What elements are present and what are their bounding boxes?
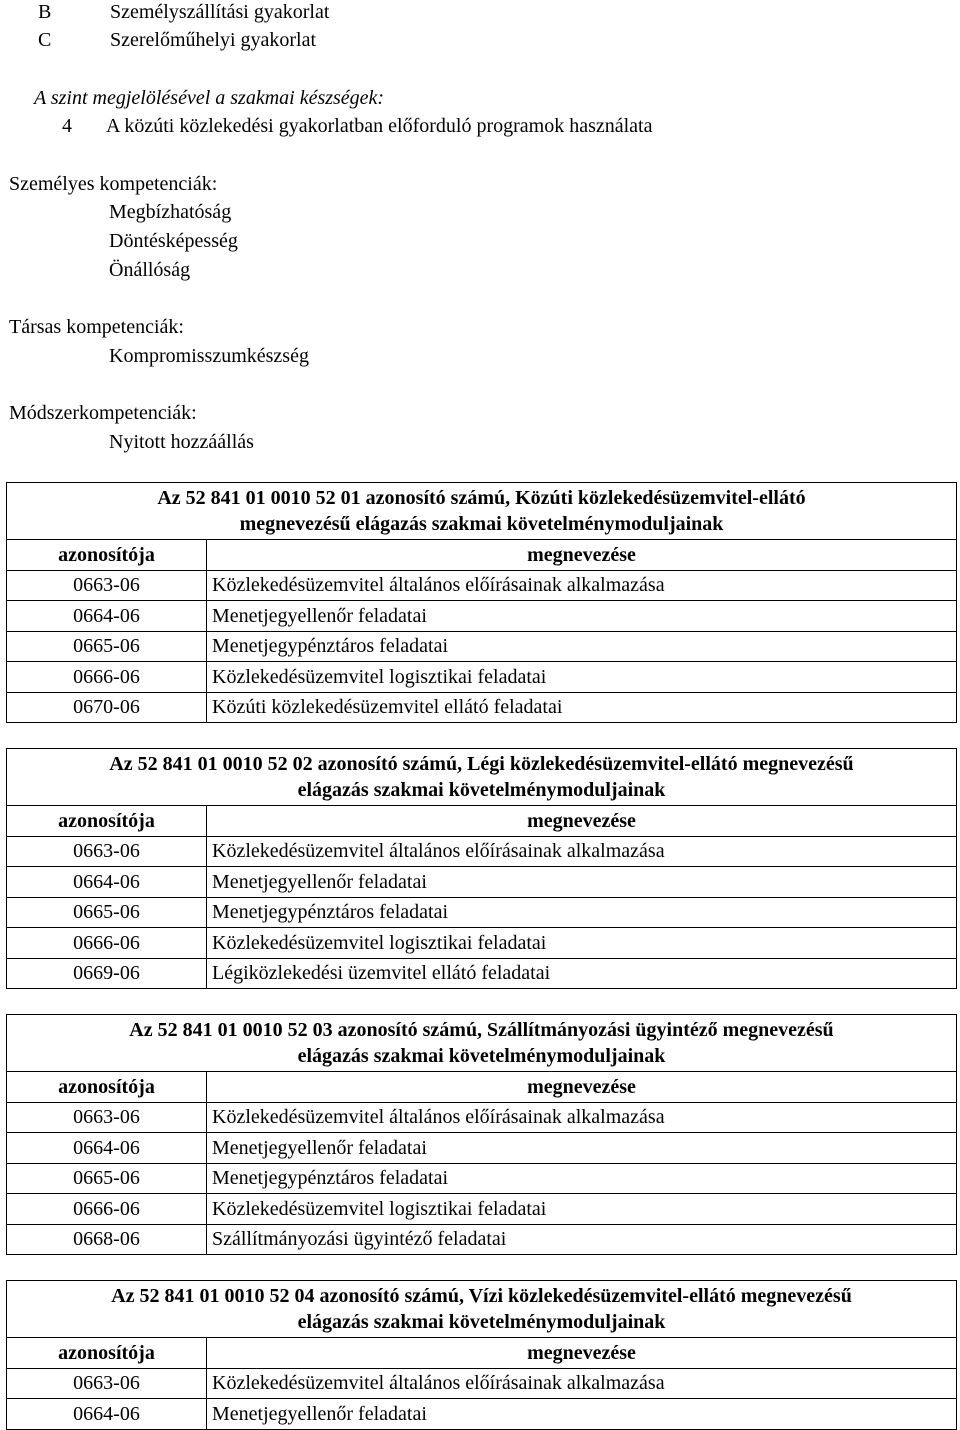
module-code: 0663-06 <box>7 570 207 601</box>
module-code: 0665-06 <box>7 631 207 662</box>
list-letter: B <box>38 1 52 23</box>
table-row <box>7 1194 957 1225</box>
column-header-id: azonosítója <box>7 1072 207 1103</box>
module-name: Menetjegypénztáros feladatai <box>207 631 957 662</box>
table-row <box>7 1224 957 1255</box>
table-row <box>7 662 957 693</box>
table-row <box>7 1368 957 1399</box>
module-code: 0664-06 <box>7 867 207 898</box>
module-code: 0665-06 <box>7 1163 207 1194</box>
table-title-line2: elágazás szakmai követelménymoduljainak <box>297 1311 666 1333</box>
table-row <box>7 601 957 632</box>
personal-heading: Személyes kompetenciák: <box>9 173 218 195</box>
module-name: Közlekedésüzemvitel általános előírásainak alkalmazása <box>207 570 957 601</box>
module-table-2 <box>6 748 957 989</box>
module-code: 0664-06 <box>7 1399 207 1430</box>
table-row <box>7 928 957 959</box>
module-code: 0664-06 <box>7 1133 207 1164</box>
table-row <box>7 692 957 723</box>
table-title <box>7 749 957 806</box>
module-name: Menetjegypénztáros feladatai <box>207 1163 957 1194</box>
table-row <box>7 570 957 601</box>
module-code: 0666-06 <box>7 662 207 693</box>
column-header-id: azonosítója <box>7 806 207 837</box>
module-name: Szállítmányozási ügyintéző feladatai <box>207 1224 957 1255</box>
table-title-line1: Az 52 841 01 0010 52 01 azonosító számú, Közúti közlekedésüzemvitel-ellátó <box>157 487 806 509</box>
table-title <box>7 1281 957 1338</box>
table-row <box>7 836 957 867</box>
list-item-b <box>38 0 329 24</box>
table-row <box>7 1163 957 1194</box>
module-code: 0663-06 <box>7 836 207 867</box>
table-row <box>7 631 957 662</box>
module-name: Menetjegyellenőr feladatai <box>207 1399 957 1430</box>
method-item: Nyitott hozzáállás <box>109 431 254 453</box>
table-row <box>7 897 957 928</box>
module-name: Közlekedésüzemvitel logisztikai feladatai <box>207 928 957 959</box>
module-name: Közlekedésüzemvitel általános előírásainak alkalmazása <box>207 836 957 867</box>
table-title-line1: Az 52 841 01 0010 52 02 azonosító számú, Légi közlekedésüzemvitel-ellátó megnevezésű <box>109 753 854 775</box>
method-heading: Módszerkompetenciák: <box>9 402 197 424</box>
module-code: 0663-06 <box>7 1102 207 1133</box>
module-code: 0666-06 <box>7 928 207 959</box>
personal-item: Megbízhatóság <box>109 201 232 223</box>
table-row <box>7 1102 957 1133</box>
list-item-c <box>38 28 316 52</box>
module-code: 0670-06 <box>7 692 207 723</box>
skills-level: 4 <box>62 115 72 137</box>
table-row <box>7 958 957 989</box>
module-name: Közlekedésüzemvitel logisztikai feladatai <box>207 1194 957 1225</box>
module-code: 0665-06 <box>7 897 207 928</box>
module-code: 0666-06 <box>7 1194 207 1225</box>
module-name: Légiközlekedési üzemvitel ellátó feladatai <box>207 958 957 989</box>
module-table-3 <box>6 1014 957 1255</box>
table-title-line1: Az 52 841 01 0010 52 03 azonosító számú, Szállítmányozási ügyintéző megnevezésű <box>129 1019 834 1041</box>
column-header-name: megnevezése <box>207 806 957 837</box>
module-code: 0669-06 <box>7 958 207 989</box>
module-table-1 <box>6 482 957 723</box>
table-row <box>7 1399 957 1430</box>
module-code: 0668-06 <box>7 1224 207 1255</box>
column-header-name: megnevezése <box>207 1338 957 1369</box>
table-row <box>7 867 957 898</box>
column-header-name: megnevezése <box>207 540 957 571</box>
skills-heading: A szint megjelölésével a szakmai készségek: <box>34 87 385 109</box>
table-title-line2: megnevezésű elágazás szakmai követelménymoduljainak <box>239 513 724 535</box>
list-text: Személyszállítási gyakorlat <box>110 1 330 23</box>
table-row <box>7 1133 957 1164</box>
table-title <box>7 1015 957 1072</box>
module-name: Menetjegyellenőr feladatai <box>207 1133 957 1164</box>
table-title-line2: elágazás szakmai követelménymoduljainak <box>297 1045 666 1067</box>
module-name: Közúti közlekedésüzemvitel ellátó feladatai <box>207 692 957 723</box>
social-heading: Társas kompetenciák: <box>9 316 184 338</box>
table-title <box>7 483 957 540</box>
column-header-name: megnevezése <box>207 1072 957 1103</box>
social-item: Kompromisszumkészség <box>109 345 309 367</box>
column-header-id: azonosítója <box>7 540 207 571</box>
personal-item: Önállóság <box>109 259 191 281</box>
module-table-4 <box>6 1280 957 1430</box>
table-title-line2: elágazás szakmai követelménymoduljainak <box>297 779 666 801</box>
list-text: Szerelőműhelyi gyakorlat <box>110 29 317 51</box>
skills-text: A közúti közlekedési gyakorlatban előforduló programok használata <box>106 115 653 137</box>
module-name: Menetjegyellenőr feladatai <box>207 601 957 632</box>
skills-item <box>62 114 652 138</box>
personal-item: Döntésképesség <box>109 230 238 252</box>
module-name: Közlekedésüzemvitel általános előírásainak alkalmazása <box>207 1102 957 1133</box>
module-code: 0663-06 <box>7 1368 207 1399</box>
module-name: Közlekedésüzemvitel általános előírásainak alkalmazása <box>207 1368 957 1399</box>
module-name: Menetjegyellenőr feladatai <box>207 867 957 898</box>
list-letter: C <box>38 29 52 51</box>
module-name: Menetjegypénztáros feladatai <box>207 897 957 928</box>
module-name: Közlekedésüzemvitel logisztikai feladatai <box>207 662 957 693</box>
table-title-line1: Az 52 841 01 0010 52 04 azonosító számú, Vízi közlekedésüzemvitel-ellátó megnevezésű <box>111 1285 852 1307</box>
module-code: 0664-06 <box>7 601 207 632</box>
column-header-id: azonosítója <box>7 1338 207 1369</box>
